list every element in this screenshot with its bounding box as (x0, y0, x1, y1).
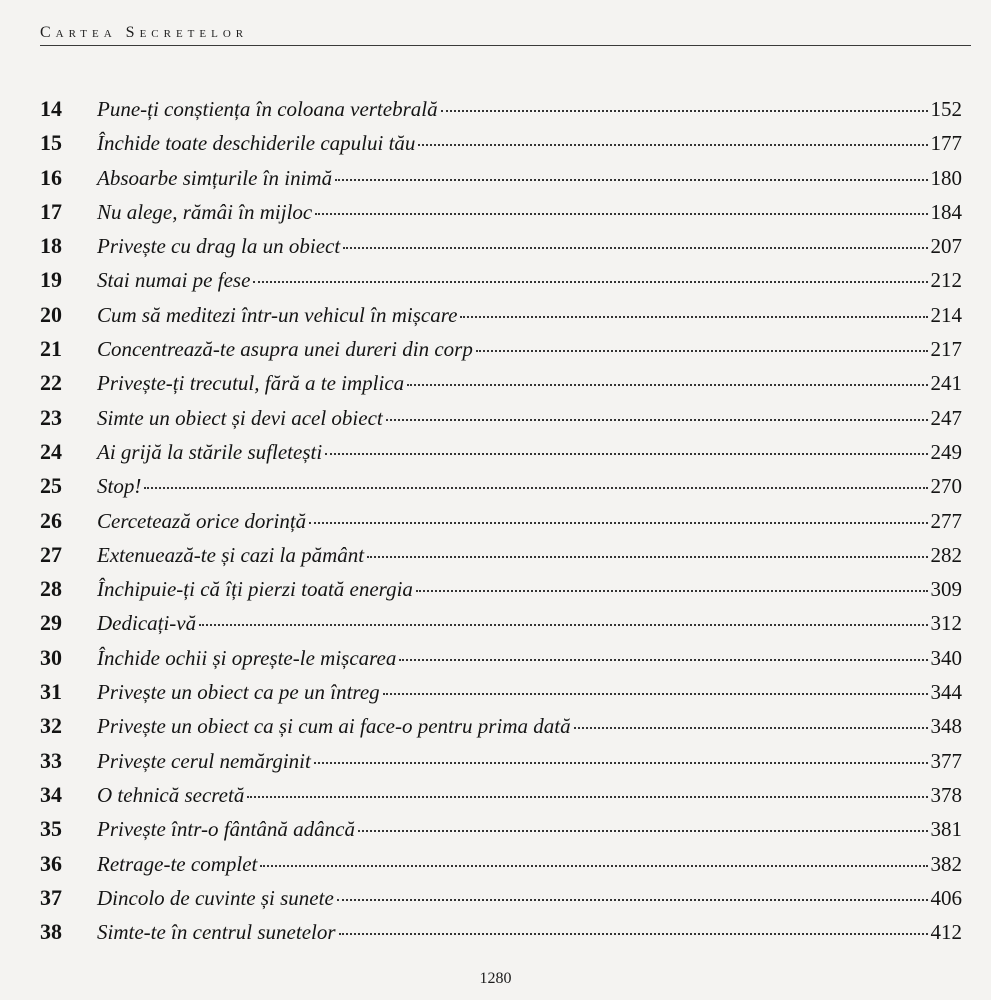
dot-leader (335, 179, 927, 181)
dot-leader (247, 796, 927, 798)
toc-entry (40, 713, 962, 747)
toc-entry-number: 14 (40, 96, 62, 121)
toc-entry-page: 344 (930, 680, 962, 705)
dot-leader (309, 522, 927, 524)
toc-entry-number: 34 (40, 781, 62, 807)
toc-entry-number: 22 (40, 370, 62, 396)
dot-leader (325, 453, 927, 455)
toc-entry-page: 152 (930, 97, 962, 121)
toc-entry-title: Privește un obiect ca pe un întreg (97, 680, 380, 705)
toc-entry-title: Stai numai pe fese (97, 268, 251, 293)
page-number: 1280 (479, 970, 512, 987)
toc-entry-number: 28 (40, 576, 62, 602)
dot-leader (260, 865, 927, 867)
toc-entry-number: 37 (40, 884, 62, 910)
toc-entry (40, 851, 962, 885)
table-of-contents (40, 96, 962, 953)
dot-leader (399, 659, 927, 661)
dot-leader (383, 693, 928, 695)
toc-entry (40, 508, 962, 542)
toc-entry-title: Concentrează-te asupra unei dureri din corp (97, 337, 473, 362)
toc-entry-page: 249 (930, 439, 962, 464)
toc-entry-number: 35 (40, 816, 62, 842)
dot-leader (476, 350, 928, 352)
toc-entry-page: 241 (930, 371, 962, 396)
toc-entry-title: Închipuie-ți că îți pierzi toată energia (97, 577, 413, 602)
toc-entry (40, 267, 962, 301)
toc-entry-page: 381 (930, 817, 962, 842)
toc-entry (40, 645, 962, 679)
toc-entry (40, 748, 962, 782)
dot-leader (460, 316, 927, 318)
toc-entry-title: Dincolo de cuvinte și sunete (97, 885, 334, 910)
toc-entry-title: Dedicați-vă (97, 611, 197, 636)
toc-entry-page: 282 (930, 542, 962, 567)
toc-entry (40, 679, 962, 713)
toc-entry-title: Cercetează orice dorință (97, 508, 307, 533)
toc-entry-page: 277 (930, 508, 962, 533)
dot-leader (358, 830, 928, 832)
toc-entry-page: 207 (930, 234, 962, 259)
toc-entry-number: 36 (40, 850, 62, 876)
toc-entry (40, 370, 962, 404)
toc-entry-title: Simte un obiect și devi acel obiect (97, 405, 383, 430)
toc-entry-title: Privește un obiect ca și cum ai face-o pentru prima dată (97, 714, 571, 739)
toc-entry-page: 180 (930, 165, 962, 190)
toc-entry-title: Privește cerul nemărginit (97, 748, 311, 773)
toc-entry (40, 336, 962, 370)
dot-leader (386, 419, 928, 421)
dot-leader (343, 247, 927, 249)
toc-entry-page: 309 (930, 577, 962, 602)
toc-entry-number: 24 (40, 438, 62, 464)
toc-entry-number: 23 (40, 404, 62, 430)
toc-entry-number: 16 (40, 164, 62, 190)
toc-entry (40, 302, 962, 336)
dot-leader (574, 727, 928, 729)
toc-entry-page: 378 (930, 782, 962, 807)
toc-entry-number: 18 (40, 233, 62, 259)
toc-entry (40, 473, 962, 507)
dot-leader (253, 281, 927, 283)
running-head: Cartea Secretelor (40, 24, 249, 41)
toc-entry (40, 919, 962, 953)
dot-leader (367, 556, 927, 558)
toc-entry (40, 405, 962, 439)
toc-entry-title: Absoarbe simțurile în inimă (97, 165, 333, 190)
toc-entry-title: Pune-ți conștiența în coloana vertebrală (97, 97, 438, 121)
toc-entry-number: 17 (40, 198, 62, 224)
toc-entry-number: 25 (40, 473, 62, 499)
dot-leader (315, 213, 927, 215)
toc-entry-title: Cum să meditezi într-un vehicul în mișcare (97, 302, 458, 327)
toc-entry-page: 412 (930, 920, 962, 945)
toc-entry (40, 576, 962, 610)
toc-entry-title: Retrage-te complet (97, 851, 258, 876)
toc-entry (40, 439, 962, 473)
toc-entry (40, 199, 962, 233)
toc-entry-title: Stop! (97, 474, 142, 499)
toc-entry-title: O tehnică secretă (97, 782, 245, 807)
toc-entry-number: 27 (40, 541, 62, 567)
toc-entry-page: 348 (930, 714, 962, 739)
toc-entry-title: Extenuează-te și cazi la pământ (97, 542, 365, 567)
dot-leader (337, 899, 928, 901)
toc-entry (40, 96, 962, 130)
dot-leader (339, 933, 928, 935)
toc-entry-number: 26 (40, 507, 62, 533)
toc-entry (40, 610, 962, 644)
toc-entry-number: 38 (40, 919, 62, 945)
toc-entry (40, 782, 962, 816)
toc-entry-number: 21 (40, 336, 62, 362)
toc-entry-page: 340 (930, 645, 962, 670)
toc-entry-page: 377 (930, 748, 962, 773)
toc-entry-page: 312 (930, 611, 962, 636)
toc-entry-number: 19 (40, 267, 62, 293)
toc-entry (40, 130, 962, 164)
dot-leader (199, 624, 927, 626)
toc-entry-page: 270 (930, 474, 962, 499)
dot-leader (407, 384, 927, 386)
toc-entry-title: Simte-te în centrul sunetelor (97, 920, 336, 945)
toc-entry (40, 542, 962, 576)
toc-entry (40, 816, 962, 850)
toc-entry-page: 184 (930, 199, 962, 224)
toc-entry-title: Privește-ți trecutul, fără a te implica (97, 371, 405, 396)
toc-entry (40, 165, 962, 199)
toc-entry-page: 177 (930, 131, 962, 156)
toc-entry (40, 233, 962, 267)
toc-entry-page: 214 (930, 302, 962, 327)
toc-entry-page: 217 (930, 337, 962, 362)
toc-entry-number: 29 (40, 610, 62, 636)
dot-leader (418, 144, 927, 146)
toc-entry-page: 406 (930, 885, 962, 910)
dot-leader (144, 487, 927, 489)
toc-entry-page: 247 (930, 405, 962, 430)
toc-entry-page: 382 (930, 851, 962, 876)
dot-leader (441, 110, 928, 112)
toc-entry-number: 15 (40, 130, 62, 156)
toc-entry-title: Privește cu drag la un obiect (97, 234, 341, 259)
dot-leader (314, 762, 928, 764)
header-rule (40, 45, 971, 46)
toc-entry (40, 885, 962, 919)
toc-entry-number: 32 (40, 713, 62, 739)
toc-entry-title: Privește într-o fântână adâncă (97, 817, 355, 842)
toc-entry-title: Ai grijă la stările sufletești (97, 439, 323, 464)
toc-entry-title: Nu alege, rămâi în mijloc (97, 199, 313, 224)
toc-entry-title: Închide toate deschiderile capului tău (97, 131, 416, 156)
toc-entry-number: 33 (40, 747, 62, 773)
toc-entry-title: Închide ochii și oprește-le mișcarea (97, 645, 397, 670)
toc-entry-number: 31 (40, 679, 62, 705)
toc-entry-number: 30 (40, 644, 62, 670)
dot-leader (416, 590, 928, 592)
toc-entry-page: 212 (930, 268, 962, 293)
toc-entry-number: 20 (40, 301, 62, 327)
